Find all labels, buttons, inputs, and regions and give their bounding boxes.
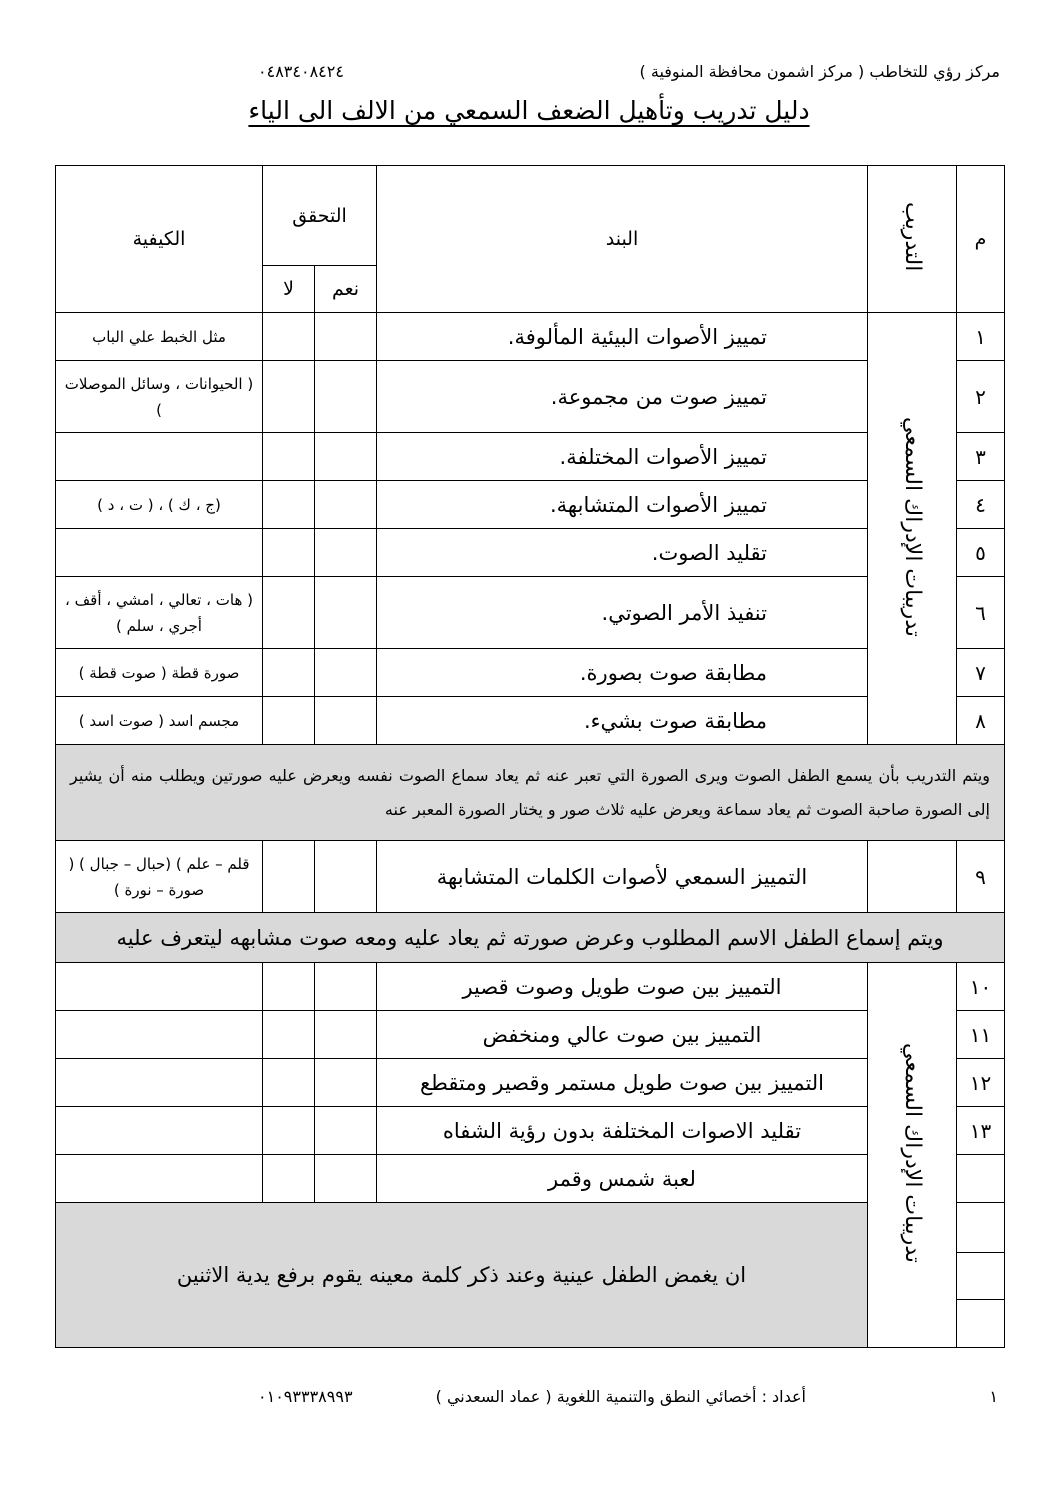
row-method bbox=[56, 529, 263, 577]
document-title-text: دليل تدريب وتأهيل الضعف السمعي من الالف الى الياء bbox=[248, 96, 810, 125]
no-cell[interactable] bbox=[263, 1107, 315, 1155]
yes-cell[interactable] bbox=[315, 529, 377, 577]
note3-row bbox=[56, 1203, 1005, 1253]
yes-cell[interactable] bbox=[315, 697, 377, 745]
no-cell[interactable] bbox=[263, 1011, 315, 1059]
row-item: التمييز بين صوت طويل مستمر وقصير ومتقطع bbox=[377, 1059, 868, 1107]
table-row bbox=[56, 529, 1005, 577]
header-item: البند bbox=[377, 166, 868, 313]
table-row bbox=[56, 1059, 1005, 1107]
row-method bbox=[56, 433, 263, 481]
row-number: ٤ bbox=[957, 481, 1005, 529]
row-number: ٦ bbox=[957, 577, 1005, 649]
table-row bbox=[56, 1107, 1005, 1155]
yes-cell[interactable] bbox=[315, 1059, 377, 1107]
row-number: ٧ bbox=[957, 649, 1005, 697]
page-number: ١ bbox=[989, 1387, 998, 1406]
row9-training-cell bbox=[868, 841, 957, 913]
center-phone: ٠٤٨٣٤٠٨٤٢٤ bbox=[258, 62, 344, 81]
header-yes: نعم bbox=[315, 266, 377, 313]
row-item: تقليد الصوت. bbox=[377, 529, 868, 577]
row-number: ٨ bbox=[957, 697, 1005, 745]
note2: ويتم إسماع الطفل الاسم المطلوب وعرض صورته ثم يعاد عليه ومعه صوت مشابهه ليتعرف عليه bbox=[56, 913, 1005, 963]
yes-cell[interactable] bbox=[315, 481, 377, 529]
row-item: لعبة شمس وقمر bbox=[377, 1155, 868, 1203]
row-item: تمييز الأصوات البيئية المألوفة. bbox=[377, 313, 868, 361]
row-item: التمييز السمعي لأصوات الكلمات المتشابهة bbox=[377, 841, 868, 913]
table-row bbox=[56, 841, 1005, 913]
table-row bbox=[56, 577, 1005, 649]
row-item: تنفيذ الأمر الصوتي. bbox=[377, 577, 868, 649]
empty-number-cell bbox=[957, 1300, 1005, 1348]
no-cell[interactable] bbox=[263, 841, 315, 913]
table-row bbox=[56, 433, 1005, 481]
yes-cell[interactable] bbox=[315, 313, 377, 361]
training-table bbox=[55, 165, 1005, 1348]
center-name: مركز رؤي للتخاطب ( مركز اشمون محافظة المنوفية ) bbox=[639, 62, 1000, 81]
table-row bbox=[56, 481, 1005, 529]
yes-cell[interactable] bbox=[315, 1107, 377, 1155]
header-row bbox=[56, 166, 1005, 266]
row-method: صورة قطة ( صوت قطة ) bbox=[56, 649, 263, 697]
table-row bbox=[56, 361, 1005, 433]
method-cell bbox=[56, 1155, 263, 1203]
row-number: ٢ bbox=[957, 361, 1005, 433]
method-cell bbox=[56, 1059, 263, 1107]
yes-cell[interactable] bbox=[315, 963, 377, 1011]
row-item: تمييز صوت من مجموعة. bbox=[377, 361, 868, 433]
header-training bbox=[868, 166, 957, 313]
row-item: تقليد الاصوات المختلفة بدون رؤية الشفاه bbox=[377, 1107, 868, 1155]
row-item: تمييز الأصوات المتشابهة. bbox=[377, 481, 868, 529]
no-cell[interactable] bbox=[263, 649, 315, 697]
table-row bbox=[56, 963, 1005, 1011]
no-cell[interactable] bbox=[263, 1155, 315, 1203]
row-method: ( الحيوانات ، وسائل الموصلات ) bbox=[56, 361, 263, 433]
group2-label: تدريبات الإدراك السمعي bbox=[900, 1043, 925, 1263]
note-row bbox=[56, 913, 1005, 963]
row-item: التمييز بين صوت عالي ومنخفض bbox=[377, 1011, 868, 1059]
empty-number-cell bbox=[957, 1203, 1005, 1253]
no-cell[interactable] bbox=[263, 577, 315, 649]
row-number: ٣ bbox=[957, 433, 1005, 481]
yes-cell[interactable] bbox=[315, 433, 377, 481]
header-training-text: التدريب bbox=[900, 202, 925, 272]
yes-cell[interactable] bbox=[315, 577, 377, 649]
row-number: ١٠ bbox=[957, 963, 1005, 1011]
method-cell bbox=[56, 963, 263, 1011]
table-row bbox=[56, 649, 1005, 697]
table-row bbox=[56, 1011, 1005, 1059]
row-item: مطابقة صوت بصورة. bbox=[377, 649, 868, 697]
yes-cell[interactable] bbox=[315, 1155, 377, 1203]
header-method: الكيفية bbox=[56, 166, 263, 313]
group1-label: تدريبات الإدراك السمعي bbox=[900, 416, 925, 637]
header-no: لا bbox=[263, 266, 315, 313]
document-title bbox=[0, 96, 1058, 125]
row-method: قلم – علم ) (حبال – جبال ) ( صورة – نورة ) bbox=[56, 841, 263, 913]
row-item: التمييز بين صوت طويل وصوت قصير bbox=[377, 963, 868, 1011]
note3: ان يغمض الطفل عينية وعند ذكر كلمة معينه يقوم برفع يدية الاثنين bbox=[56, 1203, 868, 1348]
row-number: ٩ bbox=[957, 841, 1005, 913]
method-cell bbox=[56, 1107, 263, 1155]
note-row bbox=[56, 745, 1005, 841]
no-cell[interactable] bbox=[263, 361, 315, 433]
row-method: ( هات ، تعالي ، امشي ، أقف ، أجري ، سلم ) bbox=[56, 577, 263, 649]
header-verification: التحقق bbox=[263, 166, 377, 266]
table-row bbox=[56, 697, 1005, 745]
row-number bbox=[957, 1155, 1005, 1203]
no-cell[interactable] bbox=[263, 481, 315, 529]
row-number: ١١ bbox=[957, 1011, 1005, 1059]
row-number: ٥ bbox=[957, 529, 1005, 577]
no-cell[interactable] bbox=[263, 529, 315, 577]
row-number: ١٣ bbox=[957, 1107, 1005, 1155]
yes-cell[interactable] bbox=[315, 841, 377, 913]
footer-phone: ٠١٠٩٣٣٣٨٩٩٣ bbox=[258, 1387, 353, 1406]
method-cell bbox=[56, 1011, 263, 1059]
header-number: م bbox=[957, 166, 1005, 313]
no-cell[interactable] bbox=[263, 313, 315, 361]
row-item: تمييز الأصوات المختلفة. bbox=[377, 433, 868, 481]
empty-number-cell bbox=[957, 1253, 1005, 1300]
no-cell[interactable] bbox=[263, 1059, 315, 1107]
yes-cell[interactable] bbox=[315, 649, 377, 697]
row-method: مثل الخبط علي الباب bbox=[56, 313, 263, 361]
no-cell[interactable] bbox=[263, 697, 315, 745]
group1-label-cell bbox=[868, 313, 957, 745]
no-cell[interactable] bbox=[263, 433, 315, 481]
row-method: مجسم اسد ( صوت اسد ) bbox=[56, 697, 263, 745]
yes-cell[interactable] bbox=[315, 1011, 377, 1059]
group2-label-cell bbox=[868, 963, 957, 1348]
row-method: (ج ، ك ) ، ( ت ، د ) bbox=[56, 481, 263, 529]
row-number: ١٢ bbox=[957, 1059, 1005, 1107]
row-item: مطابقة صوت بشيء. bbox=[377, 697, 868, 745]
row-number: ١ bbox=[957, 313, 1005, 361]
table-row bbox=[56, 1155, 1005, 1203]
yes-cell[interactable] bbox=[315, 361, 377, 433]
prepared-by: أعداد : أخصائي النطق والتنمية اللغوية ( عماد السعدني ) bbox=[435, 1387, 806, 1406]
table-row bbox=[56, 313, 1005, 361]
note1: ويتم التدريب بأن يسمع الطفل الصوت ويرى الصورة التي تعبر عنه ثم يعاد سماع الصوت نفسه ويعرض عليه صورتين ويطلب منه أن يشير إلى الصورة صاحبة الصوت ثم يعاد سماعة ويعرض عليه ثلاث صور و يختار الصورة المعبر عنه bbox=[56, 745, 1005, 841]
no-cell[interactable] bbox=[263, 963, 315, 1011]
